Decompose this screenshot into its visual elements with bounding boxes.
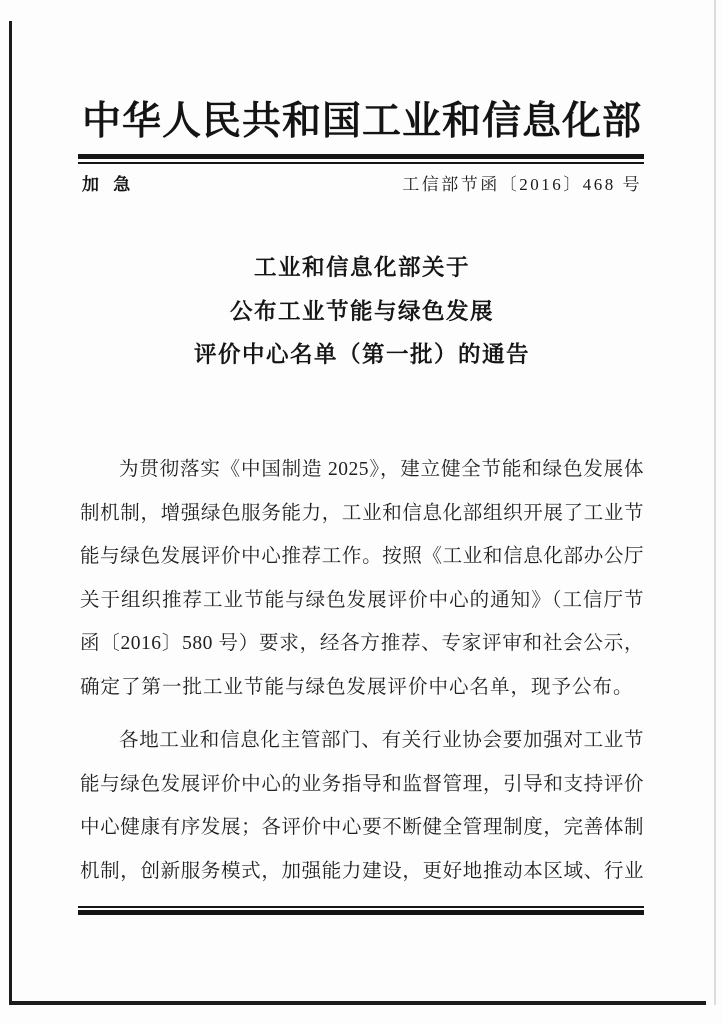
text-line: 确定了第一批工业节能与绿色发展评价中心名单，现予公布。 xyxy=(80,676,634,698)
notice-title xyxy=(80,246,644,377)
text-line: 机制，创新服务模式，加强能力建设，更好地推动本区域、行业 xyxy=(80,860,644,882)
document-number: 工信部节函〔2016〕468 号 xyxy=(402,175,642,194)
body-text xyxy=(80,448,644,893)
footer-rule-thin xyxy=(78,906,644,908)
text-line: 关于组织推荐工业节能与绿色发展评价中心的通知》（工信厅节 xyxy=(80,589,644,611)
urgency-label: 加 急 xyxy=(82,175,136,194)
text-line: 能与绿色发展评价中心推荐工作。按照《工业和信息化部办公厅 xyxy=(80,546,644,567)
text-line: 函〔2016〕580 号）要求，经各方推荐、专家评审和社会公示， xyxy=(80,633,644,654)
paragraph-2 xyxy=(80,719,644,893)
paragraph-gap xyxy=(80,709,644,719)
text-line: 能与绿色发展评价中心的业务指导和监督管理，引导和支持评价 xyxy=(80,773,644,795)
text-line: 中心健康有序发展；各评价中心要不断健全管理制度，完善体制 xyxy=(80,817,644,838)
scan-edge-left-line xyxy=(9,21,12,1005)
text-line: 制机制，增强绿色服务能力，工业和信息化部组织开展了工业节 xyxy=(80,502,644,524)
title-line-1: 工业和信息化部关于 xyxy=(253,255,470,280)
title-line-2: 公布工业节能与绿色发展 xyxy=(229,298,494,324)
text-line: 各地工业和信息化主管部门、有关行业协会要加强对工业节 xyxy=(119,730,644,751)
header-rule-thin xyxy=(78,162,644,164)
document-content xyxy=(80,0,644,1024)
scan-edge-right-line xyxy=(714,0,716,1005)
agency-header: 中华人民共和国工业和信息化部 xyxy=(81,100,642,143)
paragraph-1 xyxy=(80,448,644,709)
text-line: 为贯彻落实《中国制造 2025》，建立健全节能和绿色发展体 xyxy=(119,459,644,480)
document-meta-row xyxy=(82,174,642,196)
header-rule-thick xyxy=(78,154,644,159)
title-line-3: 评价中心名单（第一批）的通告 xyxy=(193,342,530,367)
footer-rule-thick xyxy=(78,910,644,915)
